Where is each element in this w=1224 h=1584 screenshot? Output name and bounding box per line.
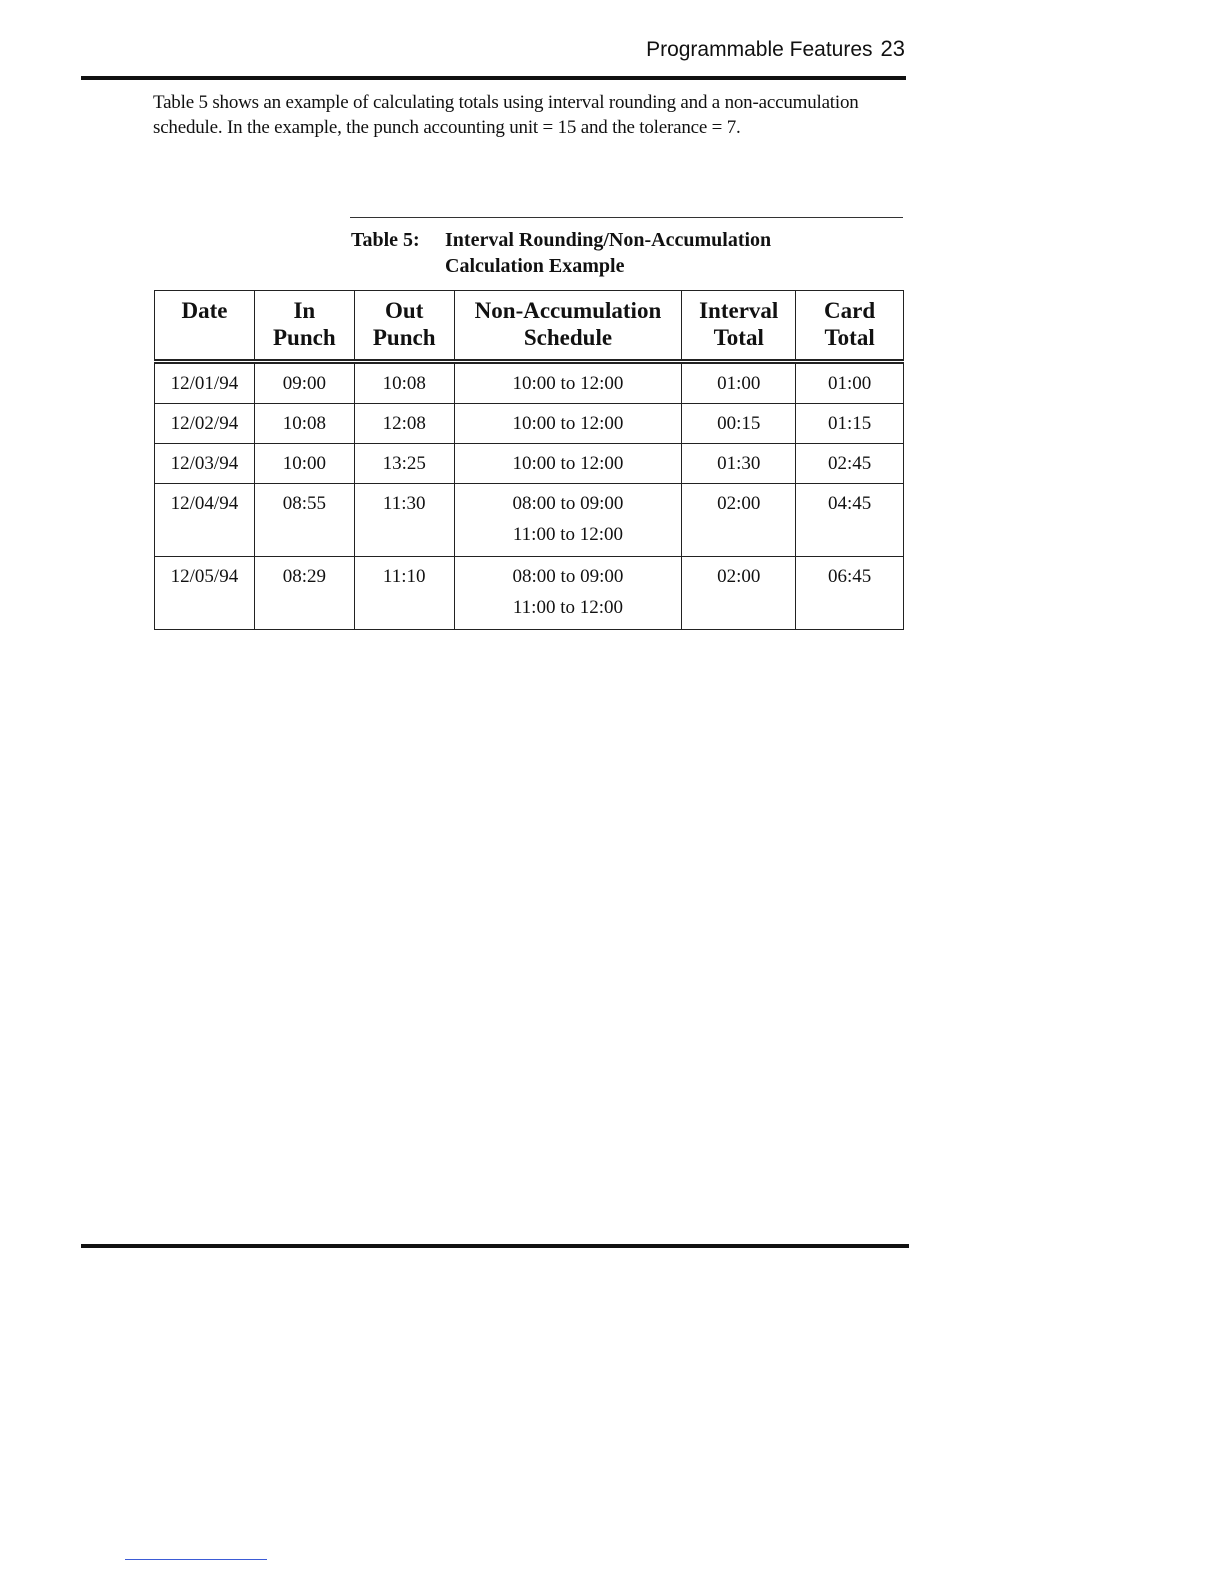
col-date-cell: 12/02/94	[155, 404, 255, 444]
table-row	[155, 444, 904, 484]
col-in-punch-header	[254, 291, 354, 362]
section-title: Programmable Features	[646, 38, 873, 61]
header-rule	[81, 76, 906, 80]
col-schedule-cell	[454, 404, 682, 444]
col-date-cell: 12/03/94	[155, 444, 255, 484]
col-card-total-cell: 04:45	[796, 484, 904, 557]
col-date-cell: 12/01/94	[155, 362, 255, 404]
header-text: Card	[824, 298, 876, 323]
schedule-interval: 10:00 to 12:00	[512, 373, 624, 394]
table-header-row	[155, 291, 904, 362]
col-date-header	[155, 291, 255, 362]
col-in-punch-cell: 10:00	[254, 444, 354, 484]
col-card-total-header	[796, 291, 904, 362]
col-card-total-cell: 06:45	[796, 557, 904, 630]
col-out-punch-cell: 10:08	[354, 362, 454, 404]
schedule-interval: 10:00 to 12:00	[512, 413, 624, 434]
header-text: Non-Accumulation	[474, 298, 662, 323]
col-interval-total-header	[682, 291, 796, 362]
schedule-interval: 11:00 to 12:00	[512, 524, 624, 545]
col-card-total-cell: 01:00	[796, 362, 904, 404]
col-interval-total-cell: 02:00	[682, 484, 796, 557]
col-in-punch-cell: 08:29	[254, 557, 354, 630]
calculation-table	[154, 290, 904, 630]
col-interval-total-cell: 01:00	[682, 362, 796, 404]
table-row	[155, 404, 904, 444]
caption-title: Interval Rounding/Non-Accumulation Calculation Example	[445, 229, 772, 277]
col-interval-total-cell: 01:30	[682, 444, 796, 484]
header-text: Punch	[273, 325, 336, 350]
header-text: Interval	[699, 298, 779, 323]
running-head	[560, 36, 905, 62]
table-row	[155, 484, 904, 557]
header-text: Schedule	[523, 325, 613, 350]
header-text: Total	[824, 325, 875, 350]
schedule-interval: 08:00 to 09:00	[512, 493, 624, 514]
header-text: Out	[385, 298, 424, 323]
col-in-punch-cell: 09:00	[254, 362, 354, 404]
col-out-punch-cell: 11:10	[354, 557, 454, 630]
page-number: 23	[880, 36, 905, 61]
col-interval-total-cell: 00:15	[682, 404, 796, 444]
table-row	[155, 362, 904, 404]
caption-rule	[350, 217, 903, 218]
col-date-cell: 12/05/94	[155, 557, 255, 630]
caption-label: Table 5:	[351, 229, 420, 251]
col-schedule-cell	[454, 444, 682, 484]
table-row	[155, 557, 904, 630]
schedule-interval: 11:00 to 12:00	[512, 597, 624, 618]
col-schedule-header	[454, 291, 682, 362]
col-schedule-cell	[454, 362, 682, 404]
schedule-interval: 10:00 to 12:00	[512, 453, 624, 474]
col-card-total-cell: 01:15	[796, 404, 904, 444]
table-caption	[351, 227, 845, 279]
header-text: In	[293, 298, 316, 323]
footer-rule	[81, 1244, 909, 1248]
col-schedule-cell	[454, 557, 682, 630]
footer-line	[125, 1559, 267, 1560]
col-in-punch-cell: 10:08	[254, 404, 354, 444]
col-in-punch-cell: 08:55	[254, 484, 354, 557]
col-out-punch-header	[354, 291, 454, 362]
col-out-punch-cell: 13:25	[354, 444, 454, 484]
header-text: Date	[181, 298, 228, 323]
schedule-interval: 08:00 to 09:00	[512, 566, 624, 587]
intro-paragraph: Table 5 shows an example of calculating totals using interval rounding and a non-accumulation schedule. In the example, the punch accounting unit = 15 and the tolerance = 7.	[153, 92, 859, 138]
table-body	[155, 362, 904, 630]
col-date-cell: 12/04/94	[155, 484, 255, 557]
col-out-punch-cell: 11:30	[354, 484, 454, 557]
header-text: Punch	[372, 325, 436, 350]
col-schedule-cell	[454, 484, 682, 557]
header-text: Total	[713, 325, 764, 350]
col-out-punch-cell: 12:08	[354, 404, 454, 444]
col-interval-total-cell: 02:00	[682, 557, 796, 630]
col-card-total-cell: 02:45	[796, 444, 904, 484]
